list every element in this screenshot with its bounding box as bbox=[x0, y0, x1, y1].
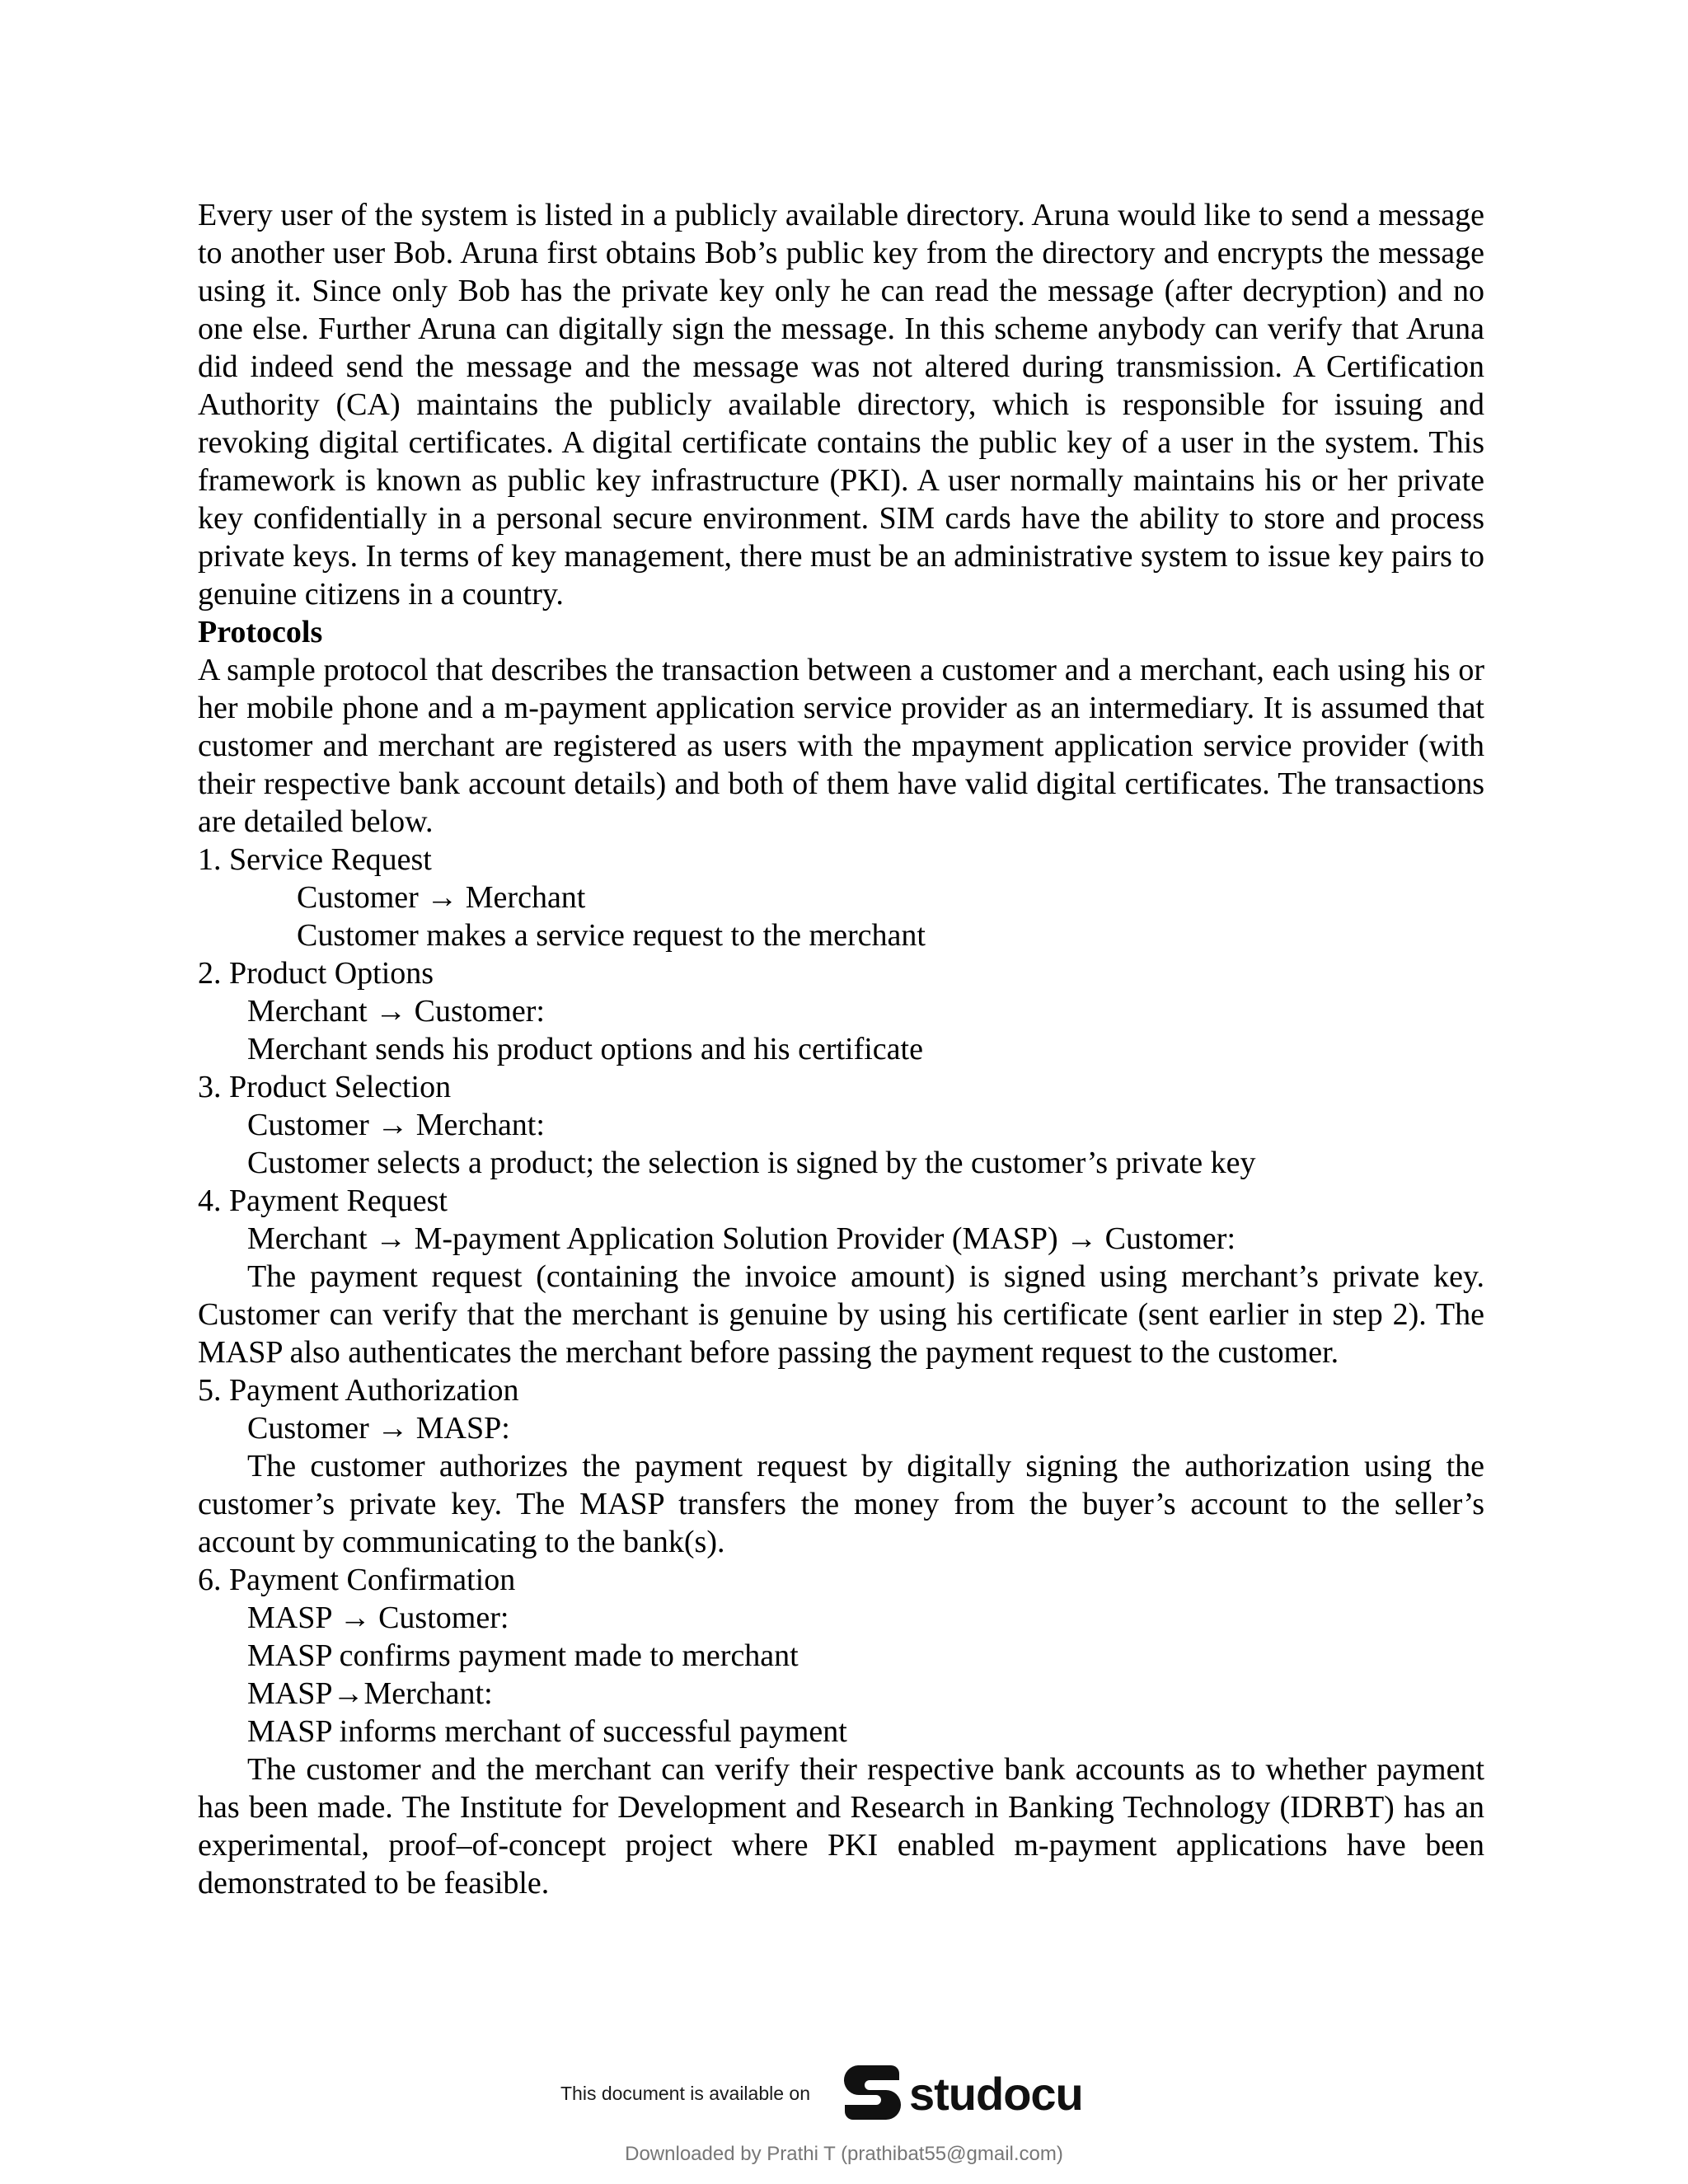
studocu-banner[interactable] bbox=[560, 2060, 1083, 2126]
step-product-selection bbox=[198, 1068, 1484, 1182]
step-description: Merchant sends his product options and his certificate bbox=[247, 1032, 923, 1066]
step-description: MASP informs merchant of successful payment bbox=[247, 1714, 847, 1749]
step-flow: Merchant → Customer: bbox=[247, 994, 545, 1029]
downloaded-by-text: Downloaded by Prathi T (prathibat55@gmail.com) bbox=[625, 2143, 1063, 2165]
intro-paragraph: Every user of the system is listed in a publicly available directory. Aruna would like to send a message to another user Bob. Aruna first obtains Bob’s public key from the directory and encrypts the message using it. Since only Bob has the private key only he can read the message (after decryption) and no one else. Further Aruna can digitally sign the message. In this scheme anybody can verify that Aruna did indeed send the message and the message was not altered during transmission. A Certification Authority (CA) maintains the publicly available directory, which is responsible for issuing and revoking digital certificates. A digital certificate contains the public key of a user in the system. This framework is known as public key infrastructure (PKI). A user normally maintains his or her private key confidentially in a personal secure environment. SIM cards have the ability to store and process private keys. In terms of key management, there must be an administrative system to issue key pairs to genuine citizens in a country. bbox=[198, 198, 1484, 612]
step-description: The payment request (containing the invoice amount) is signed using merchant’s private key. Customer can verify that the merchant is genuine by using his certificate (sent earlier in step 2). The MASP also authenticates the merchant before passing the payment request to the customer. bbox=[198, 1259, 1484, 1370]
step-title: 3. Product Selection bbox=[198, 1070, 452, 1104]
step-description: Customer makes a service request to the merchant bbox=[297, 918, 926, 953]
step-title: 2. Product Options bbox=[198, 956, 434, 991]
step-flow: MASP→Merchant: bbox=[247, 1676, 493, 1711]
studocu-logo-text: studocu bbox=[909, 2067, 1083, 2120]
step-payment-request bbox=[198, 1182, 1484, 1371]
step-description: MASP confirms payment made to merchant bbox=[247, 1638, 799, 1673]
step-title: 6. Payment Confirmation bbox=[198, 1563, 516, 1597]
step-title: 5. Payment Authorization bbox=[198, 1373, 519, 1408]
step-description: Customer selects a product; the selection is signed by the customer’s private key bbox=[247, 1146, 1256, 1180]
step-flow: Customer → MASP: bbox=[247, 1411, 510, 1446]
closing-paragraph: The customer and the merchant can verify their respective bank accounts as to whether payment has been made. The Institute for Development and Research in Banking Technology (IDRBT) has an experimental, proof–of-concept project where PKI enabled m-payment applications have been demonstrated to be feasible. bbox=[198, 1752, 1484, 1900]
step-title: 1. Service Request bbox=[198, 842, 432, 877]
step-payment-authorization bbox=[198, 1371, 1484, 1561]
step-title: 4. Payment Request bbox=[198, 1183, 448, 1218]
step-flow: Merchant → M-payment Application Solution Provider (MASP) → Customer: bbox=[247, 1221, 1236, 1256]
step-product-options bbox=[198, 954, 1484, 1068]
step-flow: Customer → Merchant: bbox=[247, 1108, 545, 1142]
footer bbox=[0, 2060, 1688, 2184]
step-description: The customer authorizes the payment request by digitally signing the authorization using the customer’s private key. The MASP transfers the money from the buyer’s account to the seller’s account by communicating to the bank(s). bbox=[198, 1449, 1484, 1559]
document-body bbox=[198, 196, 1484, 1902]
step-payment-confirmation bbox=[198, 1561, 1484, 1902]
studocu-logo-icon bbox=[843, 2062, 901, 2125]
step-flow: Customer → Merchant bbox=[297, 880, 586, 915]
protocols-intro: A sample protocol that describes the transaction between a customer and a merchant, each using his or her mobile phone and a m-payment application service provider as an intermediary. It is assumed that customer and merchant are registered as users with the mpayment application service provider (with their respective bank account details) and both of them have valid digital certificates. The transactions are detailed below. bbox=[198, 653, 1484, 839]
step-flow: MASP → Customer: bbox=[247, 1601, 509, 1635]
protocols-heading: Protocols bbox=[198, 615, 323, 649]
step-service-request bbox=[198, 841, 1484, 954]
available-text: This document is available on bbox=[560, 2082, 810, 2104]
